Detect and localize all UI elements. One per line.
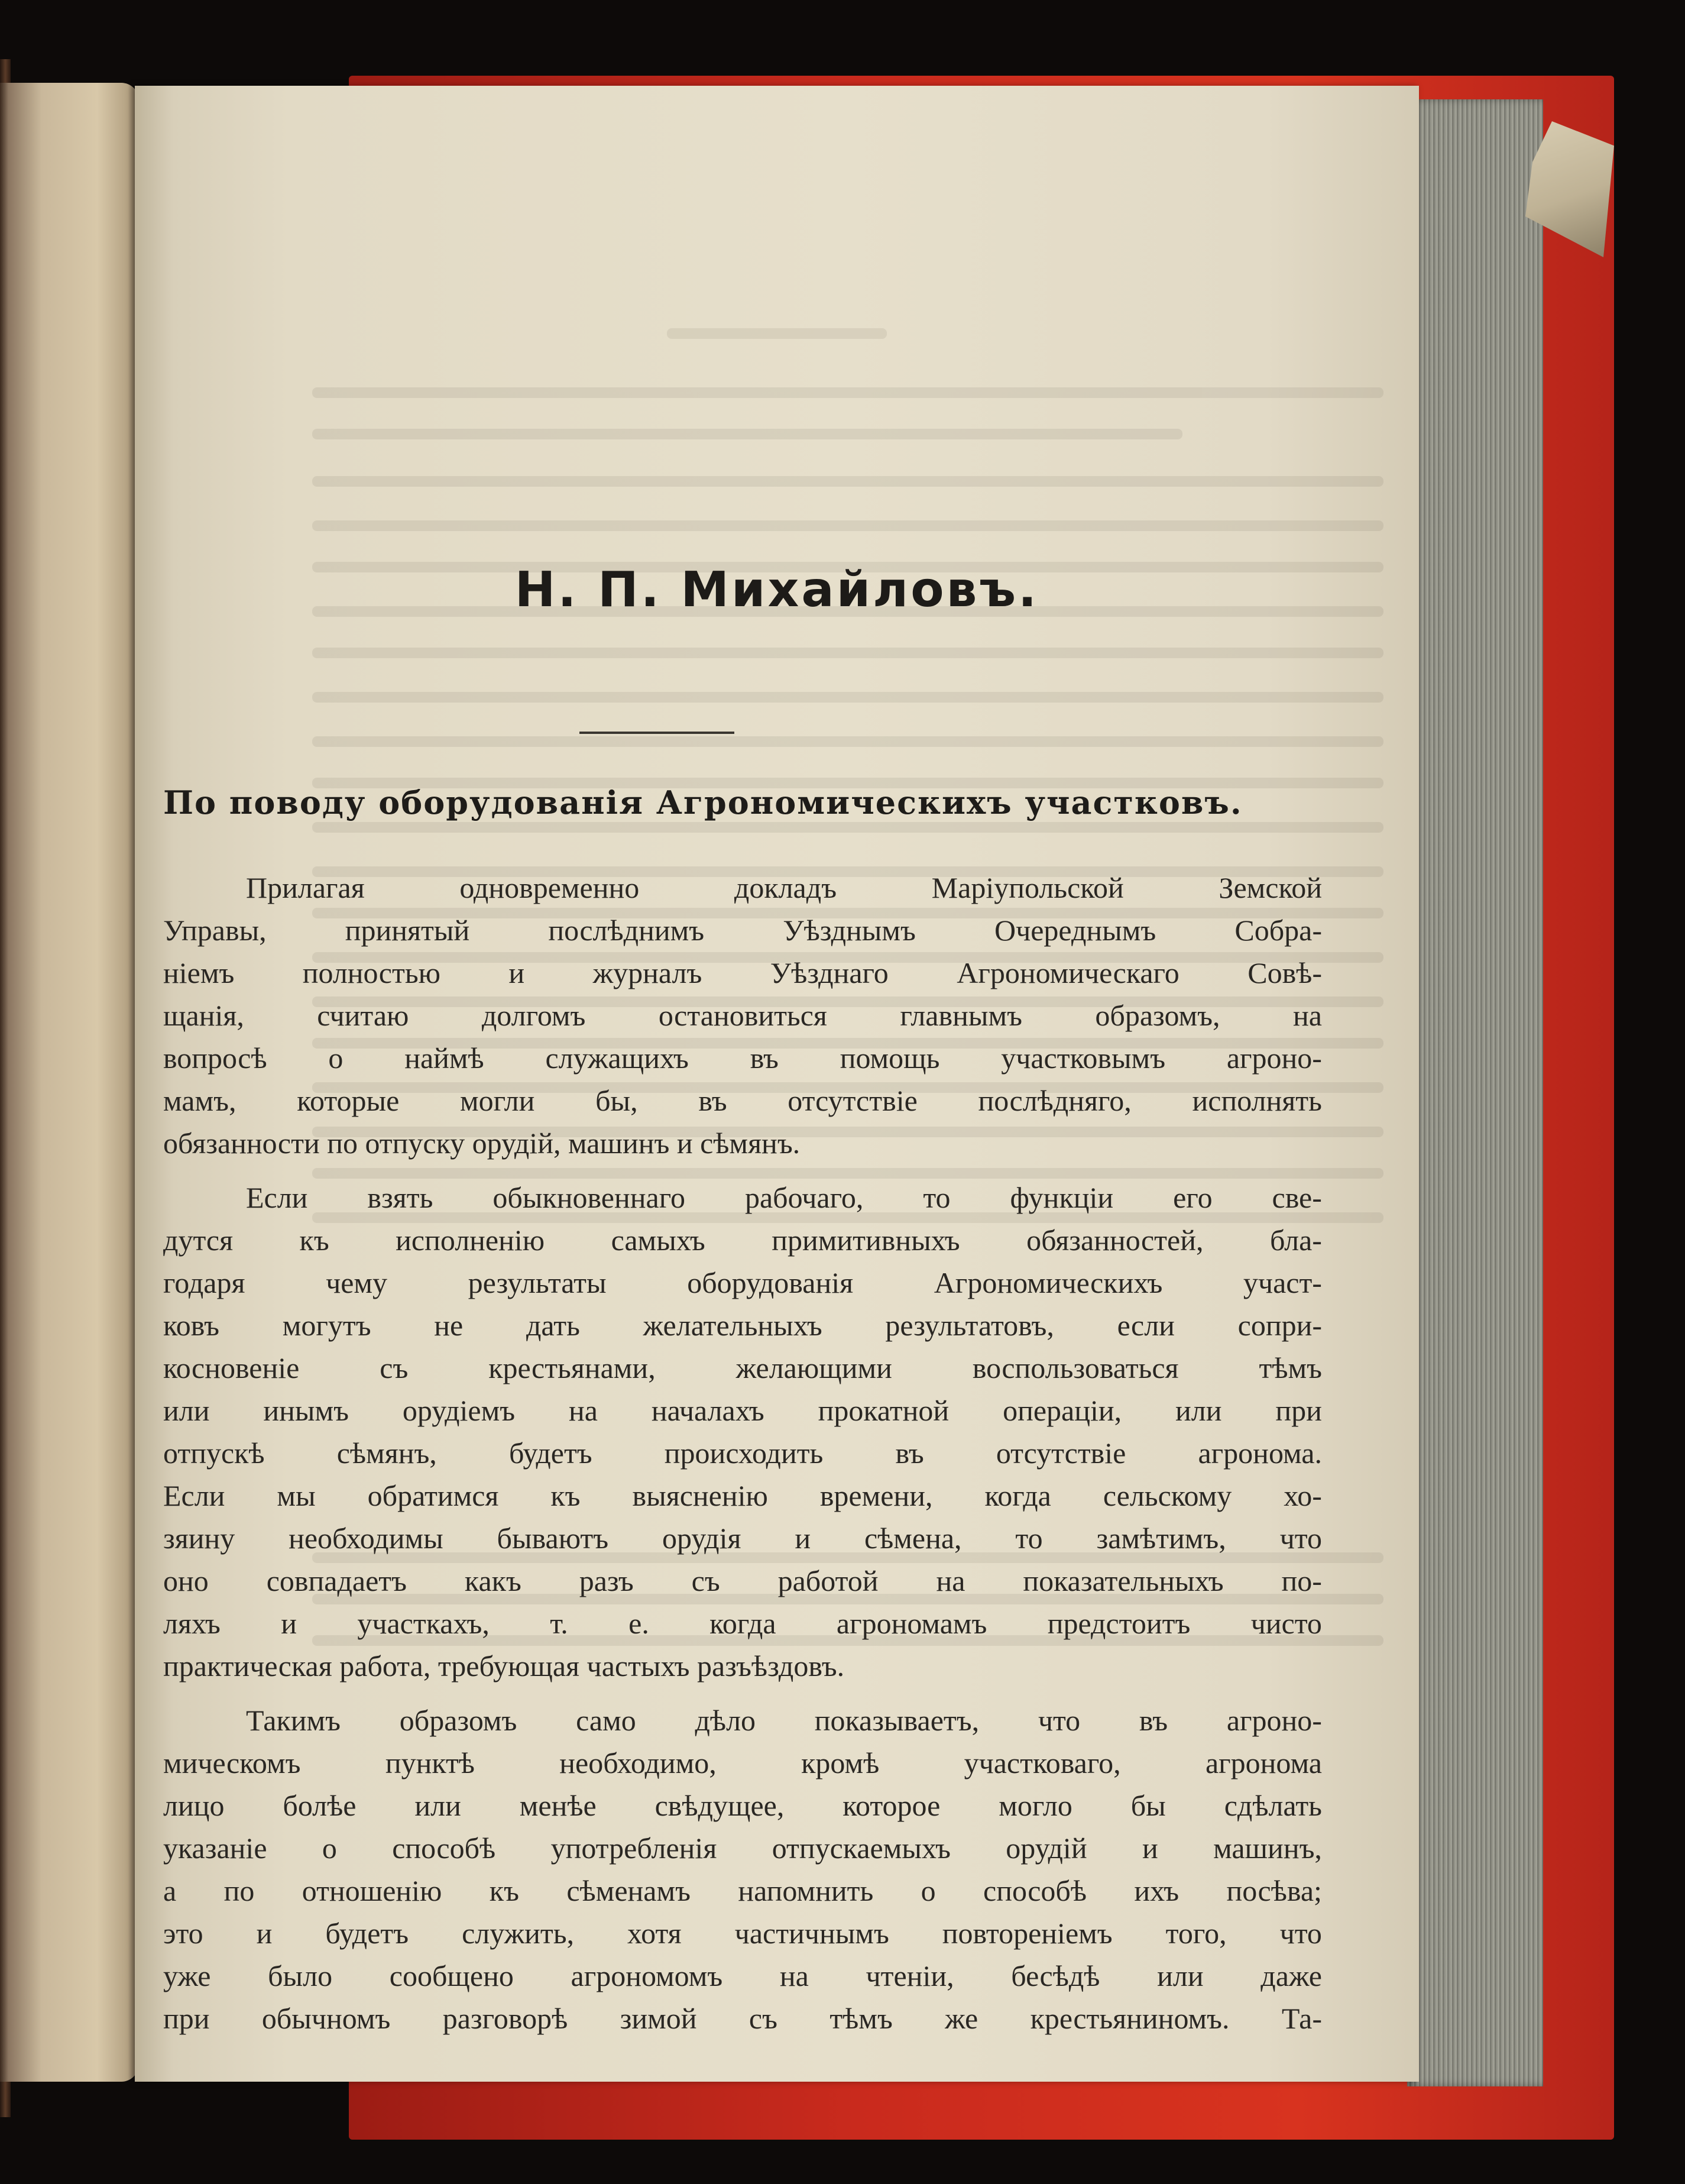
text-line: или инымъ орудіемъ на началахъ прокатной операціи, или при — [163, 1394, 1322, 1427]
text-line: Если мы обратимся къ выясненію времени, когда сельскому хо- — [163, 1479, 1322, 1512]
author-name: Н. П. Михайловъ. — [514, 562, 1039, 618]
text-line: указаніе о способѣ употребленія отпускаемыхъ орудій и машинъ, — [163, 1832, 1322, 1865]
text-line: ковъ могутъ не дать желательныхъ результатовъ, если сопри- — [163, 1309, 1322, 1342]
page-block-edge — [1407, 99, 1543, 2086]
text-line: мическомъ пунктѣ необходимо, кромѣ участковаго, агронома — [163, 1746, 1322, 1779]
paragraph-3 — [163, 1699, 1322, 2040]
text-line: Управы, принятый послѣднимъ Уѣзднымъ Очереднымъ Собра- — [163, 914, 1322, 947]
text-line: это и будетъ служить, хотя частичнымъ повтореніемъ того, что — [163, 1917, 1322, 1950]
text-line: практическая работа, требующая частыхъ разъѣздовъ. — [163, 1649, 845, 1683]
text-line: вопросѣ о наймѣ служащихъ въ помощь участковымъ агроно- — [163, 1041, 1322, 1075]
text-line: а по отношенію къ сѣменамъ напомнить о способѣ ихъ посѣва; — [163, 1874, 1322, 1907]
article-body — [163, 866, 1322, 2040]
text-line: дутся къ исполненію самыхъ примитивныхъ обязанностей, бла- — [163, 1224, 1322, 1257]
book-page — [135, 86, 1419, 2082]
text-line: ляхъ и участкахъ, т. е. когда агрономамъ предстоитъ чисто — [163, 1607, 1322, 1640]
text-line: Если взять обыкновеннаго рабочаго, то функціи его све- — [246, 1181, 1322, 1214]
text-line: ніемъ полностью и журналъ Уѣзднаго Агрономическаго Совѣ- — [163, 956, 1322, 989]
text-line: Прилагая одновременно докладъ Маріупольской Земской — [246, 871, 1322, 904]
text-line: косновеніе съ крестьянами, желающими воспользоваться тѣмъ — [163, 1351, 1322, 1384]
text-line: мамъ, которые могли бы, въ отсутствіе послѣдняго, исполнять — [163, 1084, 1322, 1117]
previous-page-edge — [0, 83, 139, 2082]
paragraph-2 — [163, 1176, 1322, 1687]
title-divider — [579, 732, 734, 734]
text-line: лицо болѣе или менѣе свѣдущее, которое могло бы сдѣлать — [163, 1789, 1322, 1822]
text-line: щанія, считаю долгомъ остановиться главнымъ образомъ, на — [163, 999, 1322, 1032]
text-line: при обычномъ разговорѣ зимой съ тѣмъ же крестьяниномъ. Та- — [163, 2002, 1322, 2035]
text-line: обязанности по отпуску орудій, машинъ и сѣмянъ. — [163, 1127, 801, 1160]
text-line: годаря чему результаты оборудованія Агрономическихъ участ- — [163, 1266, 1322, 1299]
article-title: По поводу оборудованія Агрономическихъ участковъ. — [163, 784, 1243, 821]
text-line: оно совпадаетъ какъ разъ съ работой на показательныхъ по- — [163, 1564, 1322, 1597]
paragraph-1 — [163, 866, 1322, 1164]
text-line: зяину необходимы бываютъ орудія и сѣмена, то замѣтимъ, что — [163, 1522, 1322, 1555]
text-line: отпускѣ сѣмянъ, будетъ происходить въ отсутствіе агронома. — [163, 1436, 1322, 1470]
text-line: Такимъ образомъ само дѣло показываетъ, что въ агроно- — [246, 1704, 1322, 1737]
text-line: уже было сообщено агрономомъ на чтеніи, бесѣдѣ или даже — [163, 1959, 1322, 1992]
